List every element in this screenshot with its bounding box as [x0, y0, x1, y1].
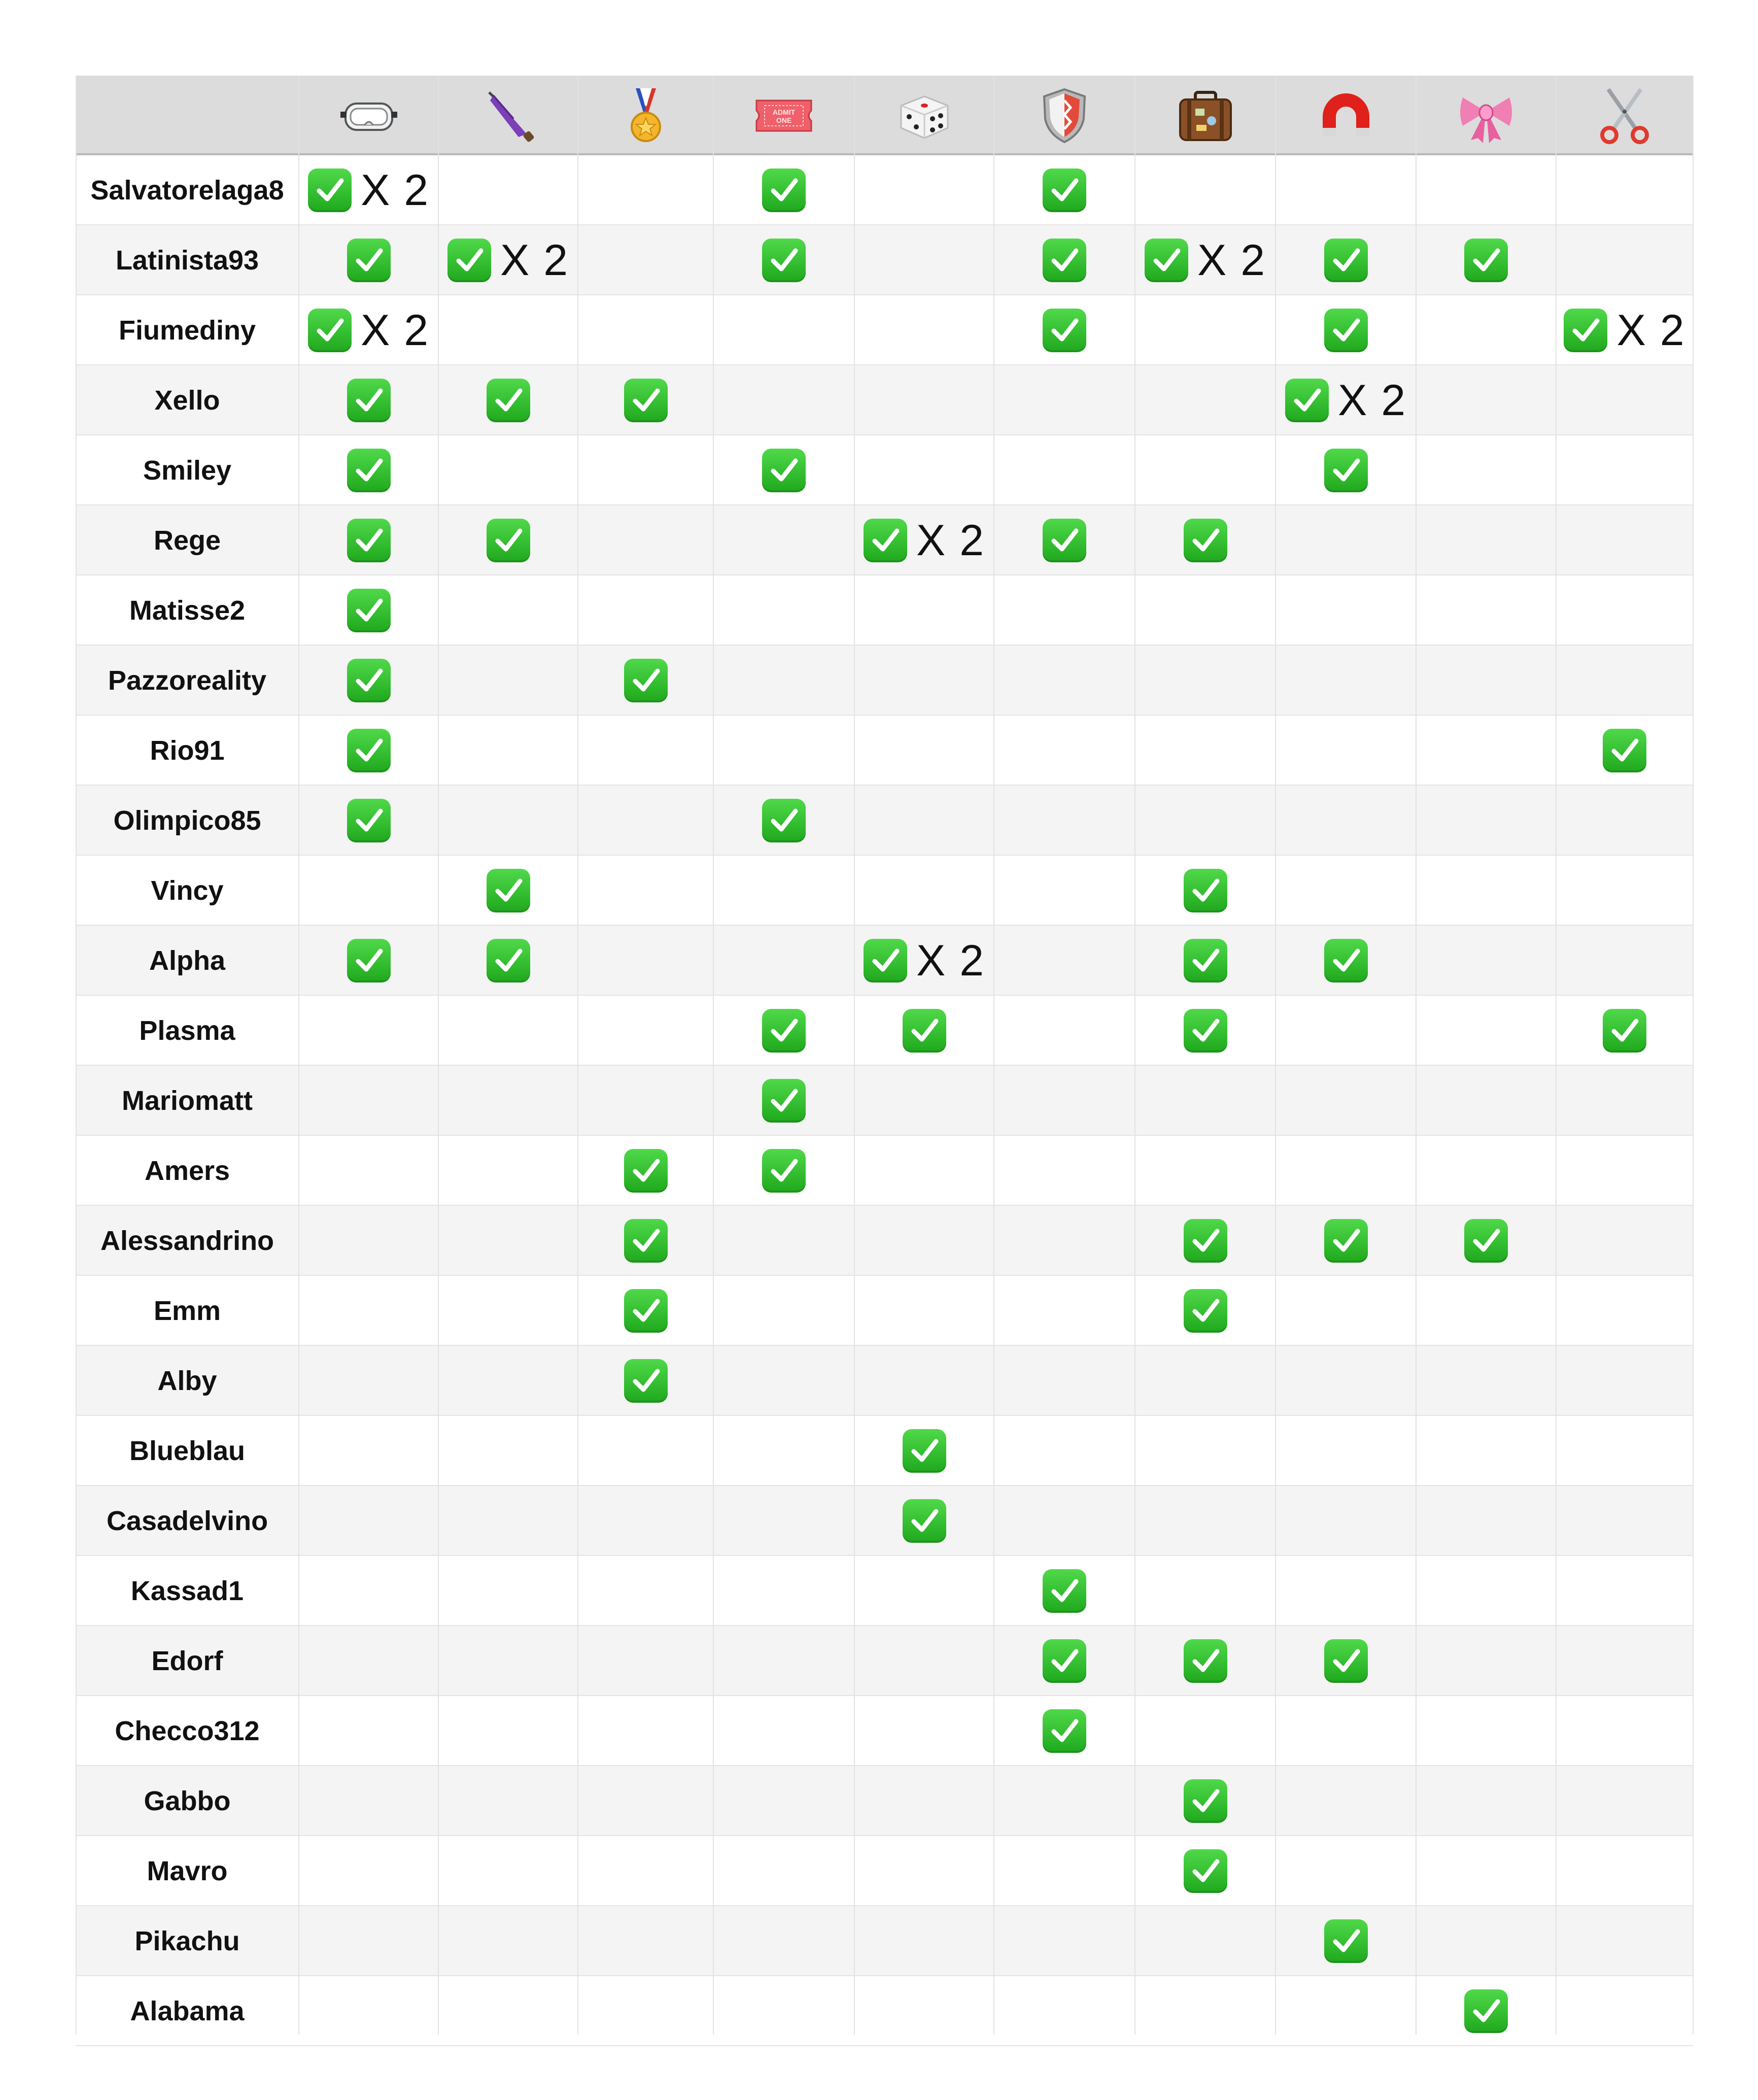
- multiplier-label: X 2: [360, 165, 430, 215]
- check-mark-icon: [762, 799, 806, 842]
- check-mark-icon: [624, 379, 668, 422]
- table-cell: [994, 225, 1135, 295]
- check-mark-icon: [624, 1219, 668, 1263]
- table-cell: [299, 435, 438, 505]
- participant-name: Pikachu: [134, 1926, 240, 1956]
- table-cell: [299, 575, 438, 646]
- table-cell: [578, 365, 713, 435]
- participant-name: Blueblau: [129, 1436, 246, 1466]
- table-cell: [994, 505, 1135, 575]
- table-cell: [1135, 1836, 1276, 1906]
- participant-name: Mariomatt: [121, 1086, 253, 1116]
- check-mark-icon: [1184, 1219, 1227, 1263]
- multiplier-label: X 2: [1197, 235, 1266, 285]
- check-mark-icon: [1043, 1639, 1086, 1683]
- table-cell: [1276, 1206, 1416, 1276]
- check-mark-icon: [1564, 309, 1607, 352]
- table-cell: [854, 996, 994, 1066]
- check-mark-icon: [1464, 1989, 1508, 2033]
- table-cell: [1135, 1206, 1276, 1276]
- table-cell: [1276, 365, 1416, 435]
- participant-name: Vincy: [151, 875, 224, 906]
- check-mark-icon: [347, 379, 391, 422]
- table-row: [76, 1276, 1693, 1346]
- table-cell: [1135, 225, 1276, 295]
- check-mark-icon: [1184, 1009, 1227, 1053]
- svg-text:ADMIT: ADMIT: [772, 108, 796, 116]
- table-row: [76, 856, 1693, 926]
- check-mark-icon: [762, 1079, 806, 1123]
- table-row: [76, 1346, 1693, 1416]
- participant-name: Alby: [157, 1366, 217, 1396]
- participant-name: Latinista93: [115, 245, 259, 276]
- check-mark-icon: [1043, 239, 1086, 282]
- svg-text:ONE: ONE: [776, 116, 792, 124]
- magnet-icon: [1276, 76, 1416, 155]
- medal-icon: [578, 76, 713, 155]
- scissors-icon: [1556, 76, 1693, 155]
- check-mark-icon: [762, 1149, 806, 1193]
- check-mark-icon: [762, 239, 806, 282]
- table-cell: [854, 1416, 994, 1486]
- check-mark-icon: [1603, 1009, 1646, 1053]
- shield-icon: [994, 76, 1135, 155]
- check-mark-icon: [487, 869, 530, 912]
- check-mark-icon: [1464, 239, 1508, 282]
- table-cell: [299, 786, 438, 856]
- table-cell: [578, 1136, 713, 1206]
- check-mark-icon: [1324, 939, 1368, 983]
- table-row: [76, 1696, 1693, 1766]
- participant-name: Casadelvino: [106, 1506, 268, 1536]
- table-cell: [578, 646, 713, 716]
- table-cell: [1276, 435, 1416, 505]
- table-cell: [1135, 926, 1276, 996]
- multiplier-label: X 2: [1337, 376, 1407, 425]
- check-mark-icon: [1464, 1219, 1508, 1263]
- table-cell: [1276, 926, 1416, 996]
- table-row: [76, 1836, 1693, 1906]
- table-row: [76, 1066, 1693, 1136]
- table-cell: [1416, 1206, 1556, 1276]
- check-mark-icon: [1184, 869, 1227, 912]
- multiplier-label: X 2: [500, 235, 569, 285]
- table-row: [76, 1906, 1693, 1976]
- check-mark-icon: [1184, 1849, 1227, 1893]
- check-mark-icon: [1184, 1639, 1227, 1683]
- participant-name: Alpha: [149, 945, 225, 976]
- table-cell: [713, 155, 854, 225]
- check-mark-icon: [1043, 1709, 1086, 1753]
- check-mark-icon: [1324, 239, 1368, 282]
- table-cell: [1276, 295, 1416, 365]
- participant-name: Rege: [153, 525, 221, 556]
- check-mark-icon: [1285, 379, 1329, 422]
- table-cell: [438, 926, 578, 996]
- table-cell: [299, 155, 438, 225]
- table-cell: [1416, 225, 1556, 295]
- table-cell: [854, 505, 994, 575]
- umbrella-icon: [438, 76, 578, 155]
- check-mark-icon: [624, 1289, 668, 1333]
- table-row: [76, 1766, 1693, 1836]
- ribbon-icon: [1416, 76, 1556, 155]
- check-mark-icon: [1145, 239, 1188, 282]
- check-mark-icon: [903, 1499, 946, 1543]
- check-mark-icon: [864, 939, 907, 983]
- check-mark-icon: [624, 1149, 668, 1193]
- check-mark-icon: [903, 1429, 946, 1473]
- check-mark-icon: [308, 168, 352, 212]
- table-cell: [1556, 716, 1693, 786]
- check-mark-icon: [1043, 519, 1086, 562]
- check-mark-icon: [447, 239, 491, 282]
- participant-name: Emm: [153, 1296, 221, 1326]
- check-mark-icon: [1324, 1219, 1368, 1263]
- table-cell: [994, 1626, 1135, 1696]
- participant-name: Amers: [144, 1156, 230, 1186]
- check-mark-icon: [762, 1009, 806, 1053]
- check-mark-icon: [487, 519, 530, 562]
- multiplier-label: X 2: [916, 516, 985, 565]
- check-mark-icon: [347, 449, 391, 492]
- table-row: [76, 1556, 1693, 1626]
- table-cell: [1276, 1906, 1416, 1976]
- participant-name: Rio91: [150, 735, 225, 766]
- table-cell: [994, 155, 1135, 225]
- table-cell: [578, 1276, 713, 1346]
- check-mark-icon: [1324, 1919, 1368, 1963]
- table-row: [76, 1626, 1693, 1696]
- table-cell: [1135, 1276, 1276, 1346]
- multiplier-label: X 2: [916, 936, 985, 985]
- table-row: [76, 1136, 1693, 1206]
- participant-name: Salvatorelaga8: [90, 175, 284, 206]
- check-mark-icon: [347, 729, 391, 772]
- participant-name: Fiumediny: [118, 315, 256, 346]
- participant-name: Alabama: [130, 1996, 245, 2026]
- table-cell: [299, 365, 438, 435]
- table-cell: [713, 786, 854, 856]
- table-cell: [854, 1486, 994, 1556]
- check-mark-icon: [1184, 519, 1227, 562]
- table-cell: [713, 225, 854, 295]
- table-cell: [854, 926, 994, 996]
- table-cell: [1135, 996, 1276, 1066]
- check-mark-icon: [762, 449, 806, 492]
- table-cell: [713, 1066, 854, 1136]
- check-mark-icon: [1043, 1569, 1086, 1613]
- table-cell: [713, 1136, 854, 1206]
- table-cell: [299, 646, 438, 716]
- check-mark-icon: [624, 1359, 668, 1403]
- table-cell: [299, 716, 438, 786]
- participant-name: Edorf: [151, 1646, 223, 1676]
- check-mark-icon: [347, 589, 391, 632]
- table-cell: [713, 996, 854, 1066]
- table-cell: [578, 1346, 713, 1416]
- table-cell: [299, 295, 438, 365]
- check-mark-icon: [1324, 1639, 1368, 1683]
- check-mark-icon: [347, 239, 391, 282]
- table-cell: [438, 365, 578, 435]
- participant-name: Olimpico85: [113, 805, 261, 836]
- check-mark-icon: [1324, 449, 1368, 492]
- check-mark-icon: [1184, 1289, 1227, 1333]
- check-mark-icon: [347, 519, 391, 562]
- check-mark-icon: [347, 799, 391, 842]
- table-cell: [1135, 856, 1276, 926]
- check-mark-icon: [347, 659, 391, 702]
- check-mark-icon: [1603, 729, 1646, 772]
- table-cell: [1556, 996, 1693, 1066]
- check-mark-icon: [308, 309, 352, 352]
- check-mark-icon: [347, 939, 391, 983]
- table-cell: [299, 225, 438, 295]
- checklist-table: [76, 76, 1693, 2035]
- check-mark-icon: [1184, 939, 1227, 983]
- participant-name: Mavro: [147, 1856, 228, 1886]
- goggles-icon: [299, 76, 438, 155]
- participant-name: Checco312: [115, 1716, 260, 1746]
- check-mark-icon: [487, 939, 530, 983]
- table-cell: [299, 926, 438, 996]
- participant-name: Pazzoreality: [108, 665, 267, 696]
- check-mark-icon: [624, 659, 668, 702]
- table-cell: [578, 1206, 713, 1276]
- participant-name: Kassad1: [130, 1576, 244, 1606]
- participant-name: Xello: [154, 385, 220, 416]
- table-cell: [438, 505, 578, 575]
- table-cell: [438, 225, 578, 295]
- table-cell: [1276, 225, 1416, 295]
- table-cell: [1135, 1626, 1276, 1696]
- table-cell: [994, 295, 1135, 365]
- suitcase-icon: [1135, 76, 1276, 155]
- participant-name: Matisse2: [129, 595, 246, 626]
- multiplier-label: X 2: [360, 306, 430, 355]
- ticket-icon: [713, 76, 854, 155]
- table-cell: [299, 505, 438, 575]
- check-mark-icon: [1324, 309, 1368, 352]
- table-cell: [1135, 1766, 1276, 1836]
- check-mark-icon: [903, 1009, 946, 1053]
- table-cell: [1135, 505, 1276, 575]
- check-mark-icon: [1043, 168, 1086, 212]
- check-mark-icon: [762, 168, 806, 212]
- dice-icon: [854, 76, 994, 155]
- table-cell: [1556, 295, 1693, 365]
- participant-name: Gabbo: [144, 1786, 231, 1816]
- participant-name: Smiley: [143, 455, 232, 486]
- check-mark-icon: [487, 379, 530, 422]
- participant-name: Alessandrino: [100, 1226, 274, 1256]
- check-mark-icon: [1184, 1779, 1227, 1823]
- table-cell: [1276, 1626, 1416, 1696]
- participant-name: Plasma: [139, 1015, 235, 1046]
- check-mark-icon: [864, 519, 907, 562]
- table-cell: [438, 856, 578, 926]
- table-cell: [994, 1696, 1135, 1766]
- check-mark-icon: [1043, 309, 1086, 352]
- table-cell: [713, 435, 854, 505]
- table-cell: [1416, 1976, 1556, 2046]
- multiplier-label: X 2: [1616, 306, 1685, 355]
- table-cell: [994, 1556, 1135, 1626]
